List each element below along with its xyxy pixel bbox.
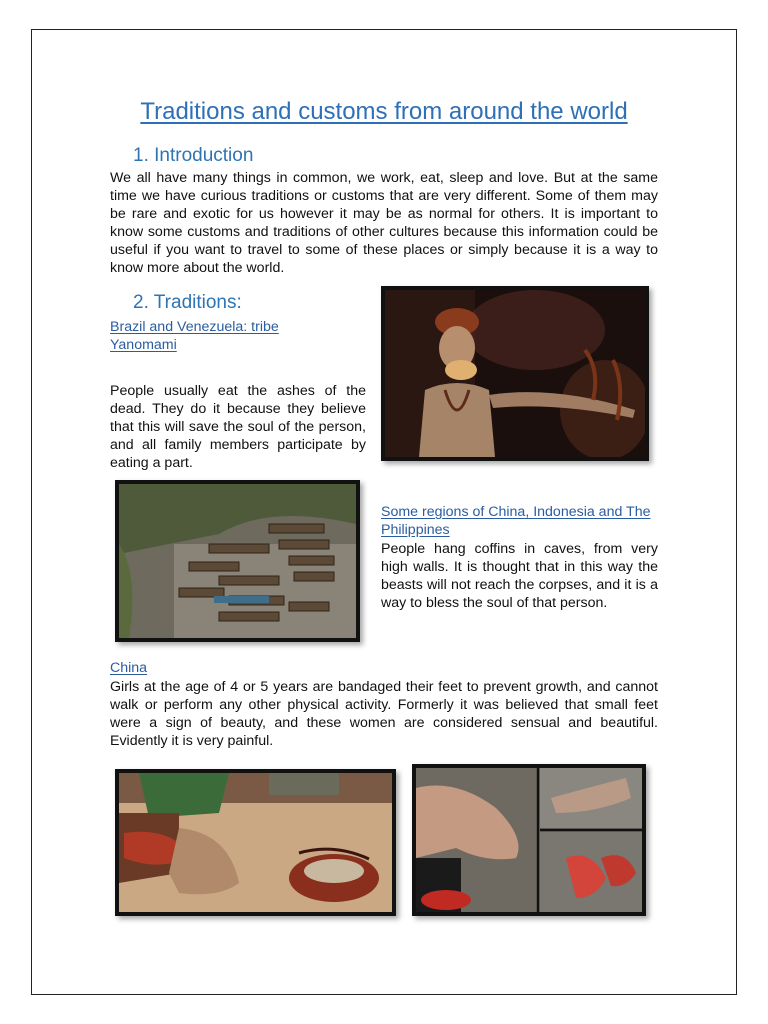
photo-bound-feet-collage xyxy=(412,764,646,916)
document-title: Traditions and customs from around the world xyxy=(140,98,628,125)
traditions-heading: 2. Traditions: xyxy=(133,292,242,313)
photo-hanging-coffins xyxy=(115,480,360,642)
link-china-indonesia-philippines[interactable]: Some regions of China, Indonesia and The Philippines xyxy=(381,504,651,538)
introduction-heading: 1. Introduction xyxy=(133,145,254,166)
yanomami-paragraph: People usually eat the ashes of the dead. They do it because they believe that this will save the soul of the person, and all family members participate by eating a part. xyxy=(110,383,366,471)
link-china[interactable]: China xyxy=(110,660,148,676)
coffins-paragraph: People hang coffins in caves, from very high walls. It is thought that in this way the beasts will not reach the corpses, and it is a way to bless the soul of that person. xyxy=(381,541,658,611)
introduction-paragraph: We all have many things in common, we work, eat, sleep and love. But at the same time we have curious traditions or customs that are very different. Some of them may be rare and exotic for us however it may be as normal for others. It is important to know some customs and traditions of other cultures because this information could be useful if you want to travel to some of these places or simply because it is a way to know more about the world. xyxy=(110,170,658,276)
photo-bound-foot-shoe xyxy=(115,769,396,916)
link-yanomami[interactable]: Brazil and Venezuela: tribe Yanomami xyxy=(110,319,279,353)
china-paragraph: Girls at the age of 4 or 5 years are bandaged their feet to prevent growth, and cannot walk or perform any other physical activity. Formerly it was believed that small feet were a sign of beauty, and these women are considered sensual and beautiful. Evidently it is very painful. xyxy=(110,679,658,749)
photo-yanomami-ritual xyxy=(381,286,649,461)
